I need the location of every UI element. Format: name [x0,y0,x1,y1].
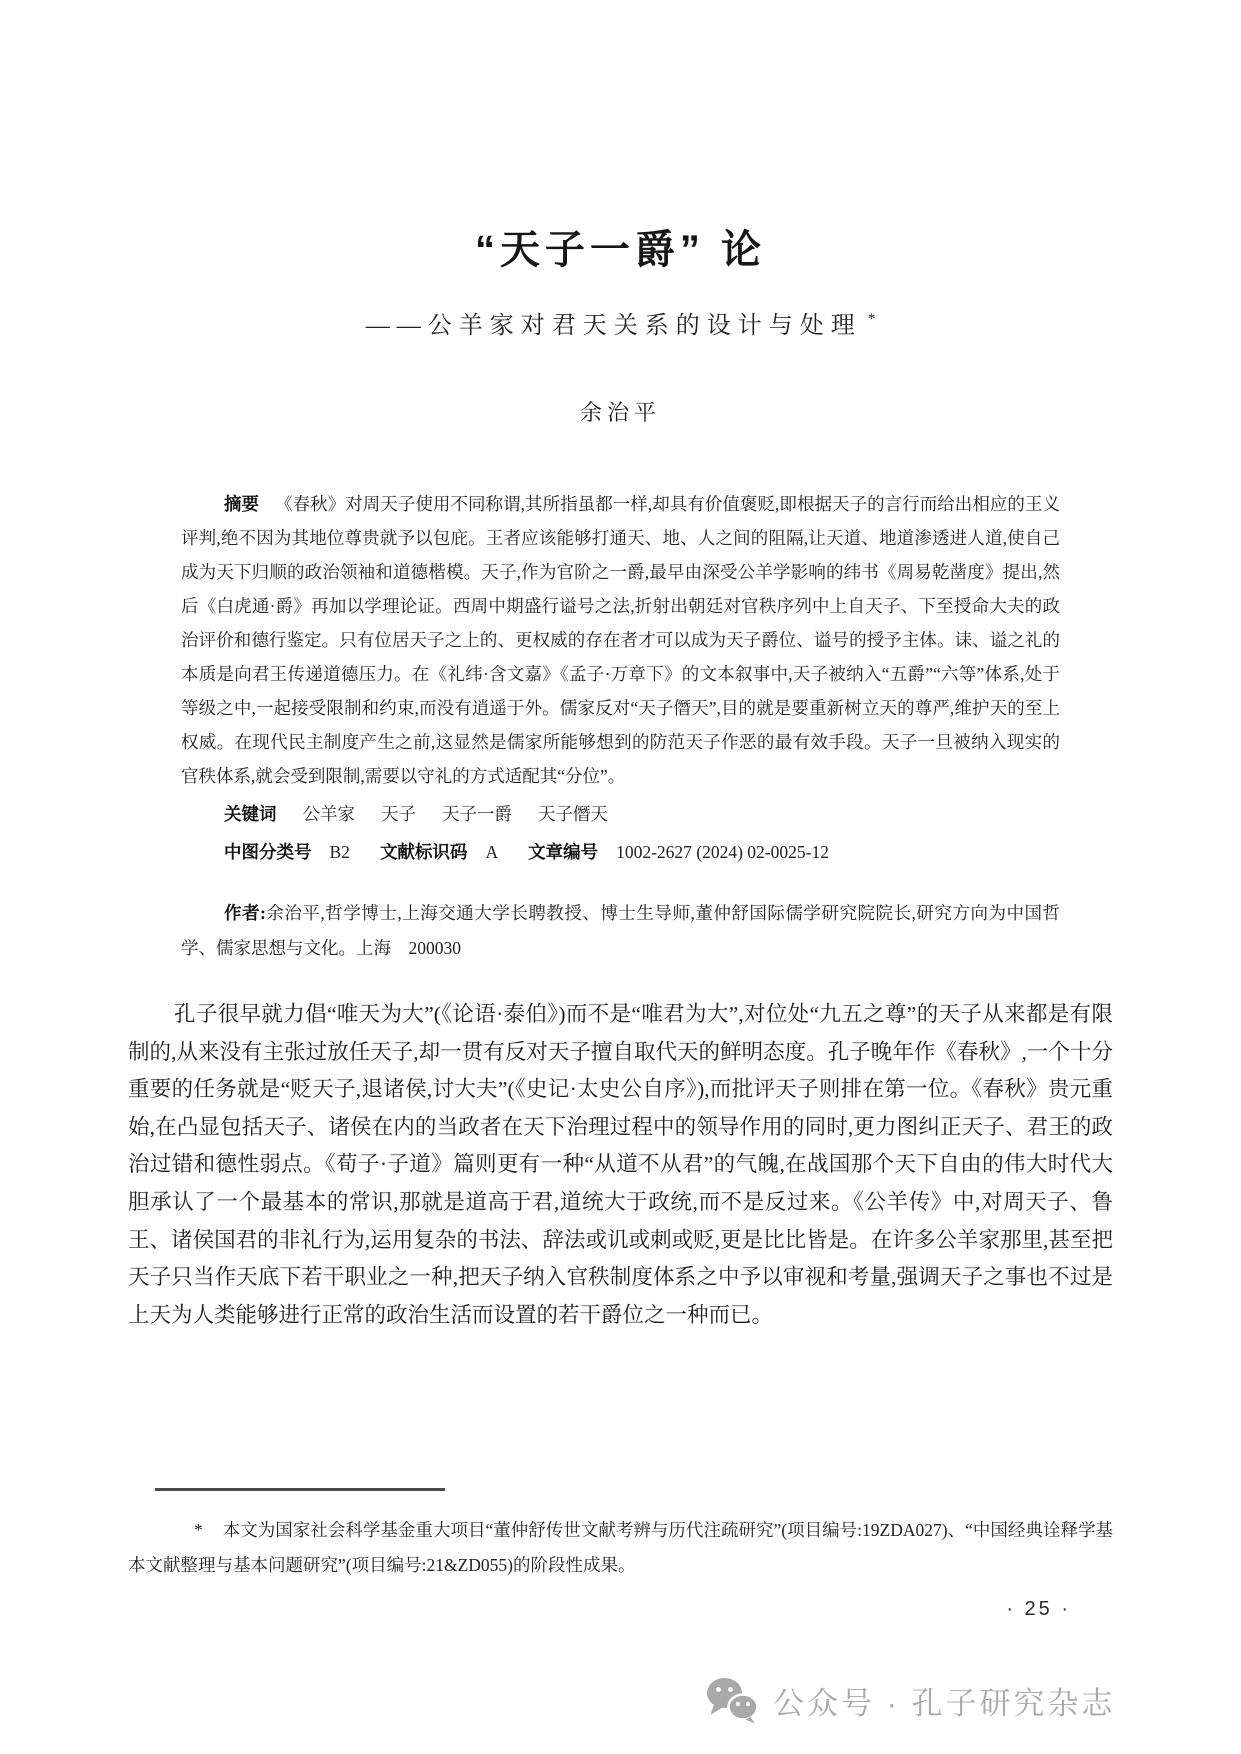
abstract-text: 《春秋》对周天子使用不同称谓,其所指虽都一样,却具有价值褒贬,即根据天子的言行而给出相应的王义评判,绝不因为其地位尊贵就予以包庇。王者应该能够打通天、地、人之间的阻隔,让天道、地道渗透进人道,使自己成为天下归顺的政治领袖和道德楷模。天子,作为官阶之一爵,最早由深受公羊学影响的纬书《周易乾凿度》提出,然后《白虎通·爵》再加以学理论证。西周中期盛行谥号之法,折射出朝廷对官秩序列中上自天子、下至授命大夫的政治评价和德行鉴定。只有位居天子之上的、更权威的存在者才可以成为天子爵位、谥号的授予主体。诔、谥之礼的本质是向君王传递道德压力。在《礼纬·含文嘉》《孟子·万章下》的文本叙事中,天子被纳入“五爵”“六等”体系,处于等级之中,一起接受限制和约束,而没有逍遥于外。儒家反对“天子僭天”,目的就是要重新树立天的尊严,维护天的至上权威。在现代民主制度产生之前,这显然是儒家所能够想到的防范天子作恶的最有效手段。天子一旦被纳入现实的官秩体系,就会受到限制,需要以守礼的方式适配其“分位”。 [181,494,1060,786]
doc-code-value: A [485,842,499,862]
footnote-block [128,1488,1113,1583]
clc-value: B2 [329,842,350,862]
wechat-icon [705,1676,759,1724]
author-bio-text: 余治平,哲学博士,上海交通大学长聘教授、博士生导师,董仲舒国际儒学研究院院长,研究方向为中国哲学、儒家思想与文化。上海 200030 [181,903,1061,958]
footnote-marker: * [194,1520,203,1540]
footnote-paragraph [128,1513,1113,1583]
doc-code-label: 文献标识码 [379,842,468,862]
abstract-label: 摘要 [224,494,260,514]
author-name: 余治平 [579,400,661,425]
author-bio-label: 作者: [224,903,266,923]
keyword: 天子 [381,804,416,824]
author-bio-block [181,896,1060,966]
watermark-text: 公众号 · 孔子研究杂志 [773,1685,1116,1721]
keyword: 天子僭天 [538,804,608,824]
keyword: 天子一爵 [442,804,512,824]
article-body [128,996,1113,1334]
footnote-divider [155,1488,445,1491]
article-id-value: 1002-2627 (2024) 02-0025-12 [616,842,829,862]
page-number: · 25 · [1006,1598,1071,1620]
keywords-label: 关键词 [224,804,277,824]
page-title: “天子一爵” 论 [474,228,767,272]
clc-label: 中图分类号 [224,842,312,862]
watermark [705,1676,1116,1724]
abstract-paragraph [181,487,1060,793]
article-id-label: 文章编号 [528,842,599,862]
abstract-block [181,487,1060,966]
subtitle-note-marker: * [867,311,876,327]
author-bio-paragraph [181,896,1060,966]
body-paragraph: 孔子很早就力倡“唯天为大”(《论语·泰伯》)而不是“唯君为大”,对位处“九五之尊”的天子从来都是有限制的,从来没有主张过放任天子,却一贯有反对天子擅自取代天的鲜明态度。孔子晚年作《春秋》,一个十分重要的任务就是“贬天子,退诸侯,讨大夫”(《史记·太史公自序》),而批评天子则排在第一位。《春秋》贵元重始,在凸显包括天子、诸侯在内的当政者在天下治理过程中的领导作用的同时,更力图纠正天子、君王的政治过错和德性弱点。《荀子·子道》篇则更有一种“从道不从君”的气魄,在战国那个天下自由的伟大时代大胆承认了一个最基本的常识,那就是道高于君,道统大于政统,而不是反过来。《公羊传》中,对周天子、鲁王、诸侯国君的非礼行为,运用复杂的书法、辞法或讥或刺或贬,更是比比皆是。在许多公羊家那里,甚至把天子只当作天底下若干职业之一种,把天子纳入官秩制度体系之中予以审视和考量,强调天子之事也不过是上天为人类能够进行正常的政治生活而设置的若干爵位之一种而已。 [128,1002,1113,1327]
subtitle-text: ——公羊家对君天关系的设计与处理 [365,313,862,339]
keyword: 公羊家 [302,804,355,824]
footnote-text: 本文为国家社会科学基金重大项目“董仲舒传世文献考辨与历代注疏研究”(项目编号:19ZDA027)、“中国经典诠释学基本文献整理与基本问题研究”(项目编号:21&ZD055)的阶段性成果。 [128,1520,1113,1575]
keywords-line [181,797,1060,831]
page-subtitle [0,305,1241,340]
classification-line [181,835,1060,869]
